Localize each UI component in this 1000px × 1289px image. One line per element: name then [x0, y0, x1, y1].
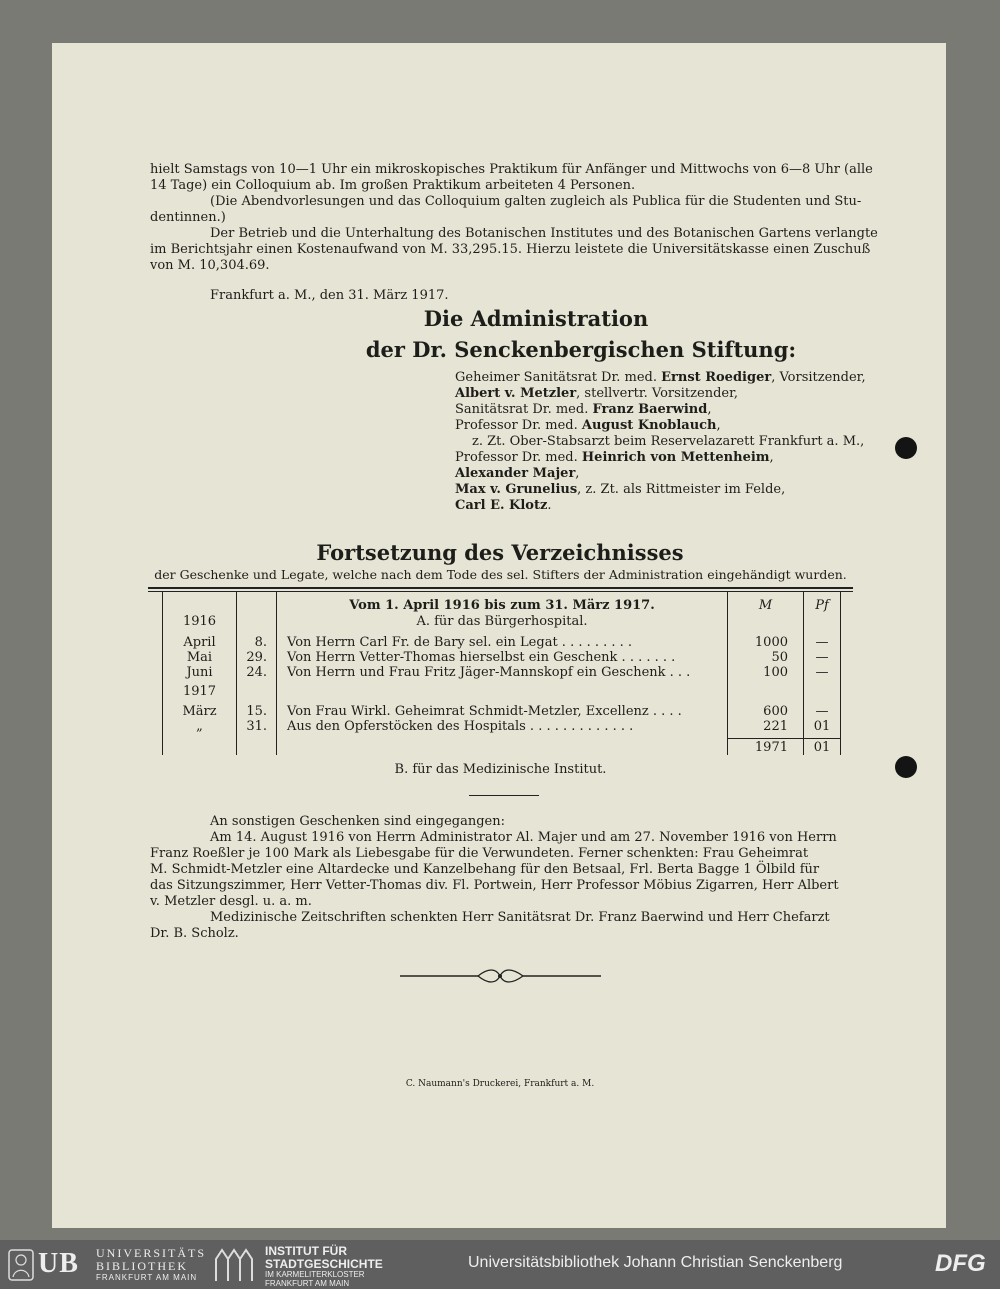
row-text: Aus den Opferstöcken des Hospitals . . . . . . . . . . . . .: [287, 719, 634, 734]
ub-line: BIBLIOTHEK: [96, 1259, 188, 1273]
punch-hole: [895, 437, 917, 459]
row-text: Von Frau Wirkl. Geheimrat Schmidt-Metzler, Excellenz . . . .: [287, 704, 682, 719]
member-name: Albert v. Metzler: [455, 386, 577, 401]
intro-line: von M. 10,304.69.: [150, 258, 270, 273]
administration-title: Die Administration: [423, 306, 649, 331]
member-name: August Knoblauch: [581, 418, 717, 433]
table-top-rule: [148, 591, 853, 592]
table-column-line: [840, 592, 841, 755]
member-line: Professor Dr. med. Heinrich von Mettenheim,: [455, 450, 774, 465]
intro-line: 14 Tage) ein Colloquium ab. Im großen Praktikum arbeiteten 4 Personen.: [150, 178, 636, 193]
dateline: Frankfurt a. M., den 31. März 1917.: [210, 288, 449, 303]
section-a-heading: A. für das Bürgerhospital.: [416, 614, 588, 629]
gifts-line: Franz Roeßler je 100 Mark als Liebesgabe für die Verwundeten. Ferner schenkten: Frau Geheimrat: [150, 846, 809, 861]
intro-line: hielt Samstags von 10—1 Uhr ein mikroskopisches Praktikum für Anfänger und Mittwochs von 6—8 Uhr (alle: [150, 162, 873, 177]
gifts-line: Dr. B. Scholz.: [150, 926, 239, 941]
row-day: 15.: [246, 704, 267, 719]
gifts-line: v. Metzler desgl. u. a. m.: [150, 894, 312, 909]
gifts-line: das Sitzungszimmer, Herr Vetter-Thomas div. Fl. Portwein, Herr Professor Möbius Zigarren, Herr Albert: [150, 878, 839, 893]
row-day: 24.: [246, 665, 267, 680]
isg-building-icon: [213, 1247, 259, 1283]
intro-line: (Die Abendvorlesungen und das Colloquium galten zugleich als Publica für die Studenten und Stu-: [210, 194, 862, 209]
row-month: 1916: [182, 614, 217, 629]
member-name: Carl E. Klotz: [455, 498, 548, 513]
row-month: Mai: [186, 650, 213, 665]
total-mark: 1971: [754, 740, 788, 755]
member-line: Alexander Majer,: [455, 466, 580, 481]
row-text: Von Herrn Carl Fr. de Bary sel. ein Legat . . . . . . . . .: [287, 635, 633, 650]
table-top-rule: [148, 587, 853, 589]
ub-logo[interactable]: UB: [38, 1248, 79, 1279]
row-text: Von Herrn und Frau Fritz Jäger-Mannskopf ein Geschenk . . .: [287, 665, 691, 680]
member-line: Sanitätsrat Dr. med. Franz Baerwind,: [455, 402, 712, 417]
footer-bar: [0, 1240, 1000, 1289]
table-period-heading: Vom 1. April 1916 bis zum 31. März 1917.: [349, 598, 655, 613]
row-month: März: [182, 704, 217, 719]
continuation-subtitle: der Geschenke und Legate, welche nach dem Tode des sel. Stifters der Administration eingehändigt wurden.: [154, 567, 847, 582]
row-pf: —: [815, 635, 829, 650]
foundation-title: der Dr. Senckenbergischen Stiftung:: [365, 337, 797, 362]
intro-line: dentinnen.): [150, 210, 226, 225]
column-mark-heading: M: [758, 598, 773, 613]
total-pf: 01: [813, 740, 831, 755]
isg-line: STADTGESCHICHTE: [265, 1257, 383, 1271]
member-line: Geheimer Sanitätsrat Dr. med. Ernst Roediger, Vorsitzender,: [455, 370, 866, 385]
section-b-heading: B. für das Medizinische Institut.: [394, 762, 607, 777]
member-line: Professor Dr. med. August Knoblauch,: [455, 418, 721, 433]
column-pf-heading: Pf: [815, 598, 829, 613]
row-month: 1917: [182, 684, 217, 699]
row-month: Juni: [186, 665, 213, 680]
row-month: „: [196, 719, 203, 734]
ub-line: UNIVERSITÄTS: [96, 1246, 206, 1260]
gifts-line: An sonstigen Geschenken sind eingegangen:: [210, 814, 505, 829]
row-text: Von Herrn Vetter-Thomas hierselbst ein Geschenk . . . . . . .: [287, 650, 676, 665]
row-pf: 01: [813, 719, 831, 734]
member-name: Alexander Majer: [455, 466, 576, 481]
separator-rule: [469, 795, 539, 796]
printer-imprint: C. Naumann's Druckerei, Frankfurt a. M.: [405, 1079, 595, 1089]
member-name: Heinrich von Mettenheim: [581, 450, 770, 465]
row-pf: —: [815, 704, 829, 719]
gifts-line: Am 14. August 1916 von Herrn Administrator Al. Majer und am 27. November 1916 von Herrn: [210, 830, 837, 845]
member-line: z. Zt. Ober-Stabsarzt beim Reservelazarett Frankfurt a. M.,: [472, 434, 865, 449]
row-pf: —: [815, 665, 829, 680]
row-mark: 1000: [754, 635, 788, 650]
gifts-line: M. Schmidt-Metzler eine Altardecke und Kanzelbehang für den Betsaal, Frl. Berta Bagge 1 Ölbild für: [150, 862, 820, 877]
table-sum-rule: [727, 738, 840, 739]
intro-line: im Berichtsjahr einen Kostenaufwand von M. 33,295.15. Hierzu leistete die Universitätskasse einen Zuschuß: [150, 242, 871, 257]
gifts-line: Medizinische Zeitschriften schenkten Herr Sanitätsrat Dr. Franz Baerwind und Herr Chefarzt: [210, 910, 830, 925]
library-seal-icon: [8, 1249, 34, 1281]
dfg-logo[interactable]: DFG: [935, 1250, 986, 1277]
row-day: 29.: [246, 650, 267, 665]
isg-line: FRANKFURT AM MAIN: [265, 1279, 350, 1288]
row-mark: 600: [763, 704, 788, 719]
footer-title[interactable]: Universitätsbibliothek Johann Christian Senckenberg: [468, 1254, 843, 1271]
member-name: Max v. Grunelius: [455, 482, 578, 497]
row-day: 31.: [246, 719, 267, 734]
member-line: Carl E. Klotz.: [455, 498, 552, 513]
continuation-title: Fortsetzung des Verzeichnisses: [316, 540, 684, 565]
member-name: Ernst Roediger: [661, 370, 772, 385]
row-pf: —: [815, 650, 829, 665]
ornament-divider: [398, 966, 603, 986]
row-mark: 50: [771, 650, 788, 665]
member-line: Albert v. Metzler, stellvertr. Vorsitzender,: [455, 386, 739, 401]
row-mark: 100: [763, 665, 788, 680]
row-month: April: [183, 635, 216, 650]
row-day: 8.: [254, 635, 267, 650]
member-line: Max v. Grunelius, z. Zt. als Rittmeister im Felde,: [455, 482, 786, 497]
ub-line: FRANKFURT AM MAIN: [96, 1273, 198, 1282]
member-name: Franz Baerwind: [592, 402, 708, 417]
isg-line: IM KARMELITERKLOSTER: [265, 1270, 365, 1279]
row-mark: 221: [763, 719, 788, 734]
intro-line: Der Betrieb und die Unterhaltung des Botanischen Institutes und des Botanischen Gartens verlangte: [210, 226, 878, 241]
punch-hole: [895, 756, 917, 778]
isg-line: INSTITUT FÜR: [265, 1244, 347, 1258]
